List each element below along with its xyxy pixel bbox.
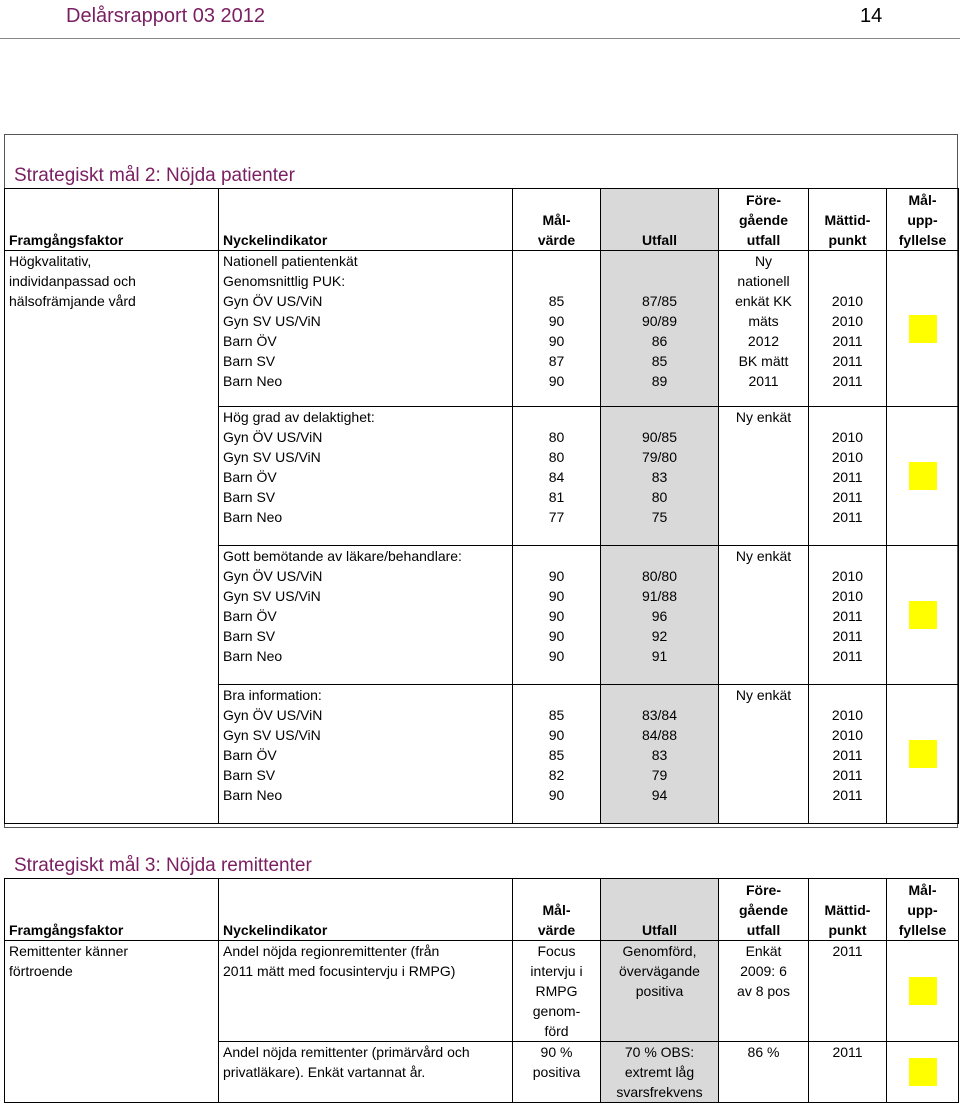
indicator-cell: Bra information: Gyn ÖV US/ViN Gyn SV US/ViN Barn ÖV Barn SV Barn Neo xyxy=(219,685,513,824)
outcome-cell: Genomförd, övervägande positiva xyxy=(601,941,719,1042)
col-factor: Framgångsfaktor xyxy=(5,189,219,251)
indicator-cell: Hög grad av delaktighet: Gyn ÖV US/ViN Gyn SV US/ViN Barn ÖV Barn SV Barn Neo xyxy=(219,407,513,546)
fulfil-cell xyxy=(887,251,959,407)
col-factor: Framgångsfaktor xyxy=(5,879,219,941)
col-outcome: Utfall xyxy=(601,189,719,251)
section-2-title: Strategiskt mål 2: Nöjda patienter xyxy=(14,165,295,186)
measure-cell: 2010 2010 2011 2011 2011 xyxy=(809,546,887,685)
col-measure: Mättid- punkt xyxy=(809,189,887,251)
fulfilment-indicator xyxy=(909,1058,937,1086)
table-row xyxy=(5,251,959,407)
measure-cell: 2010 2010 2011 2011 2011 xyxy=(809,251,887,407)
measure-cell: 2011 xyxy=(809,1042,887,1103)
fulfil-cell xyxy=(887,407,959,546)
measure-cell: 2010 2010 2011 2011 2011 xyxy=(809,407,887,546)
previous-cell: Ny enkät xyxy=(719,685,809,824)
outcome-cell: 80/80 91/88 96 92 91 xyxy=(601,546,719,685)
section-2-table xyxy=(4,188,959,824)
fulfilment-indicator xyxy=(909,977,937,1005)
col-target: Mål- värde xyxy=(513,189,601,251)
fulfil-cell xyxy=(887,1042,959,1103)
factor-cell: Remittenter känner förtroende xyxy=(5,941,219,1103)
indicator-cell: Gott bemötande av läkare/behandlare: Gyn ÖV US/ViN Gyn SV US/ViN Barn ÖV Barn SV Barn Neo xyxy=(219,546,513,685)
outcome-cell: 90/85 79/80 83 80 75 xyxy=(601,407,719,546)
target-cell: Focus intervju i RMPG genom- förd xyxy=(513,941,601,1042)
target-cell: 85 90 90 87 90 xyxy=(513,251,601,407)
target-cell: 90 90 90 90 90 xyxy=(513,546,601,685)
fulfilment-indicator xyxy=(909,740,937,768)
fulfil-cell xyxy=(887,685,959,824)
col-indicator: Nyckelindikator xyxy=(219,879,513,941)
col-fulfil: Mål- upp- fyllelse xyxy=(887,189,959,251)
col-previous: Före- gående utfall xyxy=(719,189,809,251)
col-measure: Mättid- punkt xyxy=(809,879,887,941)
previous-cell: Enkät 2009: 6 av 8 pos xyxy=(719,941,809,1042)
outcome-cell: 87/85 90/89 86 85 89 xyxy=(601,251,719,407)
fulfilment-indicator xyxy=(909,462,937,490)
target-cell: 90 % positiva xyxy=(513,1042,601,1103)
measure-cell: 2010 2010 2011 2011 2011 xyxy=(809,685,887,824)
outcome-cell: 83/84 84/88 83 79 94 xyxy=(601,685,719,824)
col-indicator: Nyckelindikator xyxy=(219,189,513,251)
fulfil-cell xyxy=(887,941,959,1042)
indicator-cell: Nationell patientenkät Genomsnittlig PUK: Gyn ÖV US/ViN Gyn SV US/ViN Barn ÖV Barn SV Barn Neo xyxy=(219,251,513,407)
report-title: Delårsrapport 03 2012 xyxy=(66,5,266,27)
col-previous: Före- gående utfall xyxy=(719,879,809,941)
previous-cell: Ny enkät xyxy=(719,407,809,546)
previous-cell: 86 % xyxy=(719,1042,809,1103)
table-row xyxy=(5,941,959,1042)
col-target: Mål- värde xyxy=(513,879,601,941)
target-cell: 85 90 85 82 90 xyxy=(513,685,601,824)
previous-cell: Ny nationell enkät KK mäts 2012 BK mätt 2011 xyxy=(719,251,809,407)
col-fulfil: Mål- upp- fyllelse xyxy=(887,879,959,941)
page-number: 14 xyxy=(860,5,883,27)
section-3-title: Strategiskt mål 3: Nöjda remittenter xyxy=(14,855,312,876)
indicator-cell: Andel nöjda remittenter (primärvård och privatläkare). Enkät vartannat år. xyxy=(219,1042,513,1103)
target-cell: 80 80 84 81 77 xyxy=(513,407,601,546)
fulfilment-indicator xyxy=(909,315,937,343)
fulfil-cell xyxy=(887,546,959,685)
previous-cell: Ny enkät xyxy=(719,546,809,685)
fulfilment-indicator xyxy=(909,601,937,629)
outcome-cell: 70 % OBS: extremt låg svarsfrekvens xyxy=(601,1042,719,1103)
factor-cell: Högkvalitativ, individanpassad och hälsofrämjande vård xyxy=(5,251,219,824)
measure-cell: 2011 xyxy=(809,941,887,1042)
col-outcome: Utfall xyxy=(601,879,719,941)
header-divider xyxy=(0,38,960,39)
section-3-table xyxy=(4,878,959,1103)
indicator-cell: Andel nöjda regionremittenter (från 2011 mätt med focusintervju i RMPG) xyxy=(219,941,513,1042)
